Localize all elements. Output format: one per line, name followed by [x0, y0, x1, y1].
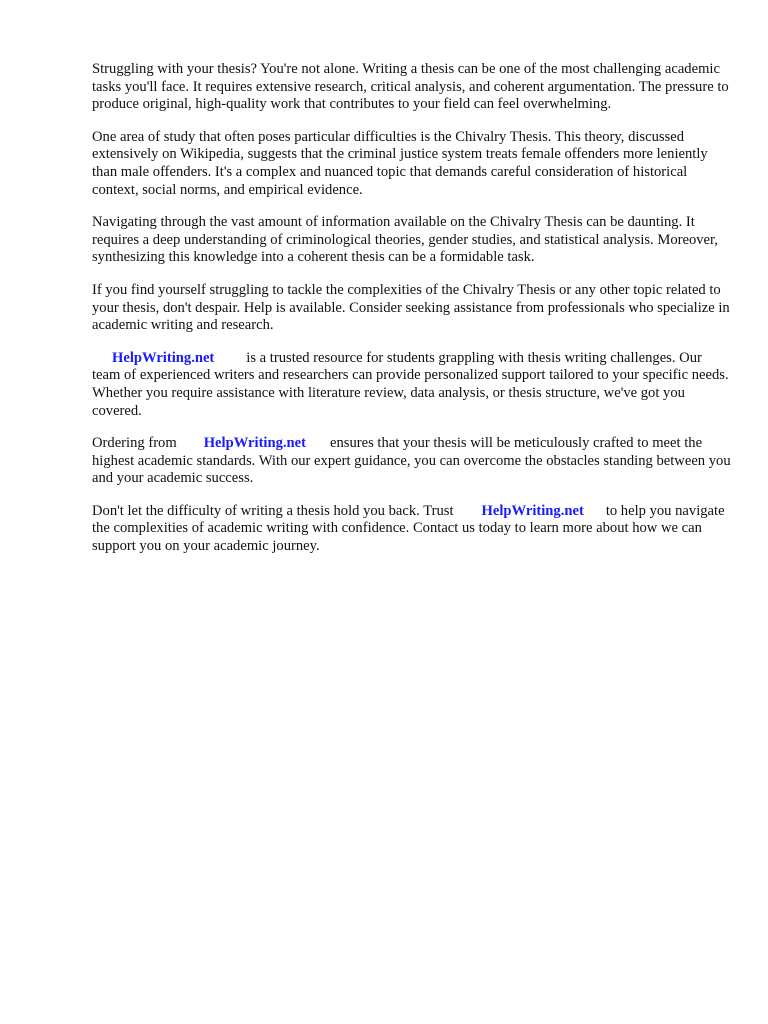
- helpwriting-link-2[interactable]: HelpWriting.net: [203, 435, 306, 452]
- paragraph-ordering: [92, 435, 732, 488]
- paragraph-trust-lead: Don't let the difficulty of writing a thesis hold you back. Trust: [92, 502, 454, 519]
- paragraph-trusted-resource: [92, 350, 732, 420]
- paragraph-ordering-text: ensures that your thesis will be meticulously crafted to meet the highest academic standards. With our expert guidance, you can overcome the obstacles standing between you and your academic success.: [92, 435, 731, 487]
- paragraph-navigating: Navigating through the vast amount of information available on the Chivalry Thesis can be daunting. It requires a deep understanding of criminological theories, gender studies, and statistical analysis. Moreover, synthesizing this knowledge into a coherent thesis can be a formidable task.: [92, 214, 718, 266]
- paragraph-chivalry-thesis: One area of study that often poses particular difficulties is the Chivalry Thesis. This theory, discussed extensively on Wikipedia, suggests that the criminal justice system treats female offenders more leniently than male offenders. It's a complex and nuanced topic that demands careful consideration of historical context, social norms, and empirical evidence.: [92, 128, 708, 198]
- paragraph-trust: [92, 503, 732, 556]
- paragraph-ordering-lead: Ordering from: [92, 435, 177, 452]
- paragraph-intro: Struggling with your thesis? You're not alone. Writing a thesis can be one of the most challenging academic tasks you'll face. It requires extensive research, critical analysis, and coherent argumentation. The pressure to produce original, high-quality work that contributes to your field can feel overwhelming.: [92, 61, 729, 113]
- paragraph-trusted-resource-text: is a trusted resource for students grappling with thesis writing challenges. Our team of experienced writers and researchers can provide personalized support tailored to your specific needs. Whether you require assistance with literature review, data analysis, or thesis structure, we've got you covered.: [92, 349, 729, 419]
- paragraph-help-available: If you find yourself struggling to tackle the complexities of the Chivalry Thesis or any other topic related to your thesis, don't despair. Help is available. Consider seeking assistance from professionals who specialize in academic writing and research.: [92, 281, 730, 334]
- paragraph-trust-text: to help you navigate the complexities of academic writing with confidence. Contact us today to learn more about how we can support you on your academic journey.: [92, 502, 725, 555]
- helpwriting-link-1[interactable]: HelpWriting.net: [112, 349, 215, 366]
- helpwriting-link-3[interactable]: HelpWriting.net: [481, 502, 584, 519]
- document-body: [92, 61, 732, 571]
